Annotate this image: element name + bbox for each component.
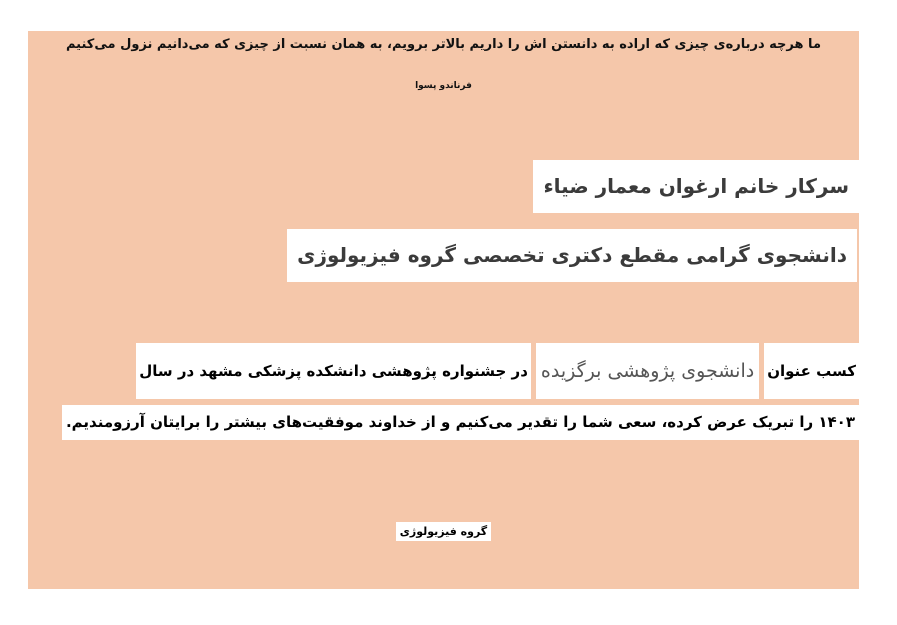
signature: گروه فیزیولوژی (396, 522, 491, 541)
signature-block (28, 520, 859, 541)
message-suffix: در جشنواره پژوهشی دانشکده پزشکی مشهد در سال (136, 343, 531, 399)
recipient-title: دانشجوی گرامی مقطع دکتری تخصصی گروه فیزیولوژی (287, 229, 857, 282)
message-prefix: کسب عنوان (764, 343, 859, 399)
message-line-2: ۱۴۰۳ را تبریک عرض کرده، سعی شما را تقدیر می‌کنیم و از خداوند موفقیت‌های بیشتر را برایتان آرزومندیم. (62, 405, 859, 440)
message-line-1 (136, 343, 859, 399)
certificate-page (28, 31, 859, 589)
quote-author: فرناندو پسوا (415, 81, 472, 91)
quote-text: ما هرچه درباره‌ی چیزی که اراده به دانستن اش را داریم بالاتر برویم، به همان نسبت از چیزی که می‌دانیم نزول می‌کنیم (65, 37, 821, 52)
message-emphasis: دانشجوی پژوهشی برگزیده (536, 343, 759, 399)
recipient-name: سرکار خانم ارغوان معمار ضیاء (533, 160, 859, 213)
